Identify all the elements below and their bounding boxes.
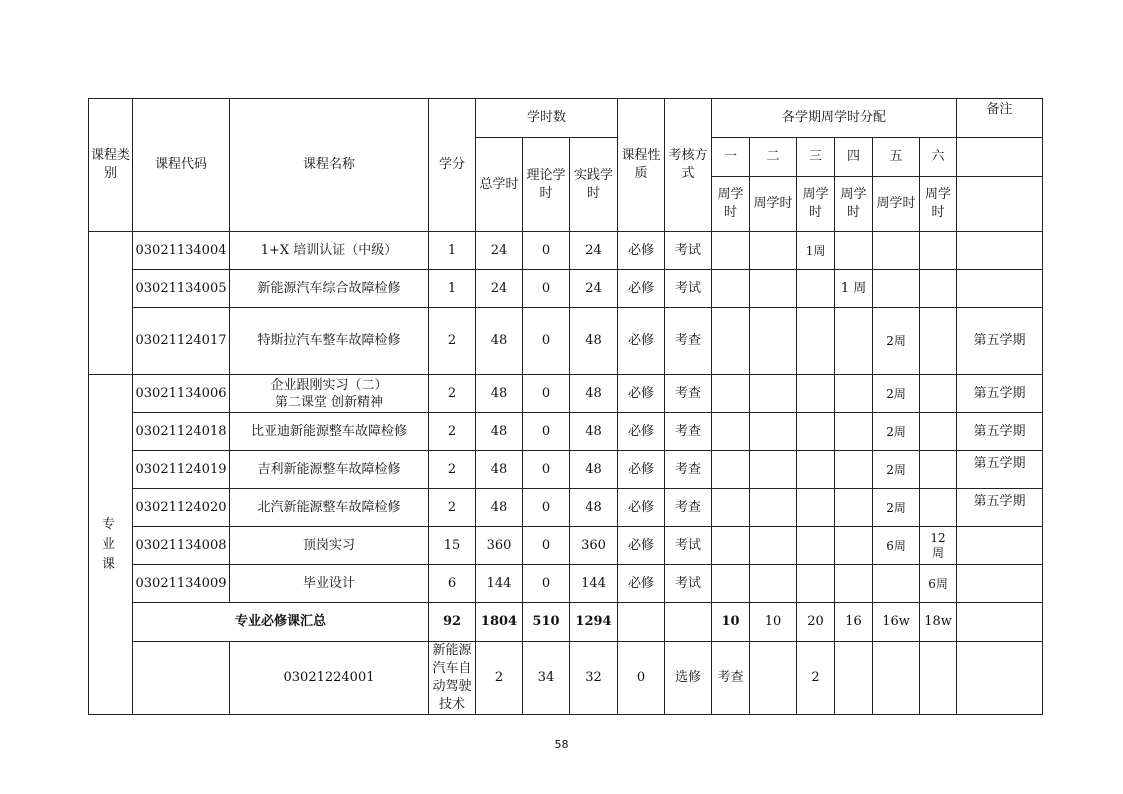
category-label: 专业课 [101, 516, 119, 572]
header-credits: 学分 [429, 99, 476, 232]
semester-2-hours [750, 527, 797, 565]
semester-6-hours [957, 642, 1043, 715]
course-theory: 0 [523, 375, 570, 413]
semester-5-hours: 2周 [873, 451, 920, 489]
header-semester-group: 各学期周学时分配 [712, 99, 957, 138]
course-credits: 2 [429, 308, 476, 375]
semester-2-hours [750, 489, 797, 527]
course-code: 03021224001 [230, 642, 429, 715]
semester-4-hours [835, 232, 873, 270]
summary-semester-1: 10 [712, 603, 750, 642]
course-name [230, 375, 429, 413]
course-practice: 48 [570, 413, 618, 451]
course-credits: 2 [429, 489, 476, 527]
summary-theory: 510 [523, 603, 570, 642]
course-credits: 2 [476, 642, 523, 715]
table-row [89, 375, 1043, 413]
course-assessment: 考查 [665, 375, 712, 413]
summary-assessment-blank [665, 603, 712, 642]
header-code: 课程代码 [133, 99, 230, 232]
semester-4-hours [835, 308, 873, 375]
semester-3-hours [797, 375, 835, 413]
semester-4-hours [835, 527, 873, 565]
semester-6-hours [920, 489, 957, 527]
table-row [89, 489, 1043, 527]
course-nature: 必修 [618, 375, 665, 413]
semester-5-hours [873, 270, 920, 308]
header-name: 课程名称 [230, 99, 429, 232]
semester-5-hours: 6周 [873, 527, 920, 565]
semester-1-hours [712, 489, 750, 527]
semester-1-hours [712, 375, 750, 413]
semester-5-hours: 2周 [873, 308, 920, 375]
course-total: 48 [476, 375, 523, 413]
elective-row [89, 642, 1043, 715]
course-name: 比亚迪新能源整车故障检修 [230, 413, 429, 451]
summary-semester-5: 16w [873, 603, 920, 642]
course-theory: 0 [523, 413, 570, 451]
semester-3-hours [797, 413, 835, 451]
semester-1-hours [712, 308, 750, 375]
course-total: 24 [476, 232, 523, 270]
course-assessment: 考查 [712, 642, 750, 715]
header-weekly-2: 周学时 [750, 177, 797, 232]
semester-3-hours [797, 565, 835, 603]
table-row [89, 565, 1043, 603]
semester-5-hours [873, 232, 920, 270]
course-practice: 48 [570, 489, 618, 527]
semester-6-hours [920, 232, 957, 270]
semester-2-hours [750, 232, 797, 270]
semester-5-hours: 2周 [873, 375, 920, 413]
summary-total: 1804 [476, 603, 523, 642]
course-total: 360 [476, 527, 523, 565]
course-credits: 2 [429, 375, 476, 413]
semester-6-hours [920, 308, 957, 375]
course-assessment: 考查 [665, 451, 712, 489]
course-total: 48 [476, 413, 523, 451]
semester-2-hours [750, 413, 797, 451]
course-nature: 必修 [618, 489, 665, 527]
semester-1-hours [712, 565, 750, 603]
semester-2-hours [750, 451, 797, 489]
semester-2-hours: 2 [797, 642, 835, 715]
course-total: 24 [476, 270, 523, 308]
course-theory: 32 [570, 642, 618, 715]
summary-nature-blank [618, 603, 665, 642]
course-name: 新能源汽车自动驾驶技术 [429, 642, 476, 715]
header-semester-3: 三 [797, 138, 835, 177]
course-total: 48 [476, 489, 523, 527]
course-note: 第五学期 [957, 375, 1043, 413]
course-assessment: 考试 [665, 270, 712, 308]
course-practice: 24 [570, 270, 618, 308]
course-practice: 48 [570, 451, 618, 489]
course-code: 03021134006 [133, 375, 230, 413]
semester-3-hours [835, 642, 873, 715]
course-name: 新能源汽车综合故障检修 [230, 270, 429, 308]
semester-4-hours [835, 565, 873, 603]
header-semester-6: 六 [920, 138, 957, 177]
course-name-line-2: 第二课堂 创新精神 [274, 394, 384, 410]
semester-1-hours [750, 642, 797, 715]
course-nature: 必修 [618, 527, 665, 565]
header-total-hours: 总学时 [476, 138, 523, 232]
course-name: 特斯拉汽车整车故障检修 [230, 308, 429, 375]
header-semester-1: 一 [712, 138, 750, 177]
course-theory: 0 [523, 565, 570, 603]
semester-3-hours [797, 451, 835, 489]
summary-semester-2: 10 [750, 603, 797, 642]
course-nature: 选修 [665, 642, 712, 715]
header-category: 课程类别 [89, 99, 133, 232]
course-theory: 0 [523, 451, 570, 489]
semester-6-hours [920, 413, 957, 451]
semester-1-hours [712, 451, 750, 489]
course-note [957, 232, 1043, 270]
header-weekly-1: 周学时 [712, 177, 750, 232]
elective-category-blank [133, 642, 230, 715]
semester-3-hours [797, 308, 835, 375]
semester-2-hours [750, 375, 797, 413]
semester-1-hours [712, 413, 750, 451]
summary-semester-3: 20 [797, 603, 835, 642]
header-semester-4: 四 [835, 138, 873, 177]
semester-4-hours [835, 413, 873, 451]
semester-6-hours [920, 375, 957, 413]
course-name: 吉利新能源整车故障检修 [230, 451, 429, 489]
header-remarks: 备注 [957, 99, 1043, 138]
course-credits: 1 [429, 232, 476, 270]
semester-5-hours: 2周 [873, 489, 920, 527]
header-nature: 课程性质 [618, 99, 665, 232]
semester-2-hours [750, 308, 797, 375]
course-total: 48 [476, 308, 523, 375]
semester-6-hours-line-2: 周 [932, 545, 945, 560]
semester-4-hours [873, 642, 920, 715]
table-row [89, 232, 1043, 270]
summary-semester-4: 16 [835, 603, 873, 642]
course-assessment: 考查 [665, 489, 712, 527]
page-number: 58 [554, 738, 569, 751]
semester-3-hours [797, 270, 835, 308]
course-note [957, 527, 1043, 565]
course-name-line-1: 企业跟刚实习（二） [270, 377, 388, 393]
category-cell-blank [89, 232, 133, 375]
semester-6-hours: 6周 [920, 565, 957, 603]
semester-6-hours [920, 527, 957, 565]
summary-semester-6: 18w [920, 603, 957, 642]
course-practice: 0 [618, 642, 665, 715]
header-hours-group: 学时数 [476, 99, 618, 138]
header-weekly-6: 周学时 [920, 177, 957, 232]
course-practice: 48 [570, 308, 618, 375]
course-theory: 0 [523, 489, 570, 527]
header-remarks-blank [957, 138, 1043, 177]
course-total: 144 [476, 565, 523, 603]
course-practice: 48 [570, 375, 618, 413]
header-remarks-blank-2 [957, 177, 1043, 232]
header-semester-2: 二 [750, 138, 797, 177]
header-assessment: 考核方式 [665, 99, 712, 232]
course-code: 03021134009 [133, 565, 230, 603]
course-schedule-table [88, 98, 1043, 715]
course-nature: 必修 [618, 413, 665, 451]
course-note: 第五学期 [957, 413, 1043, 451]
course-code: 03021134005 [133, 270, 230, 308]
semester-3-hours [797, 489, 835, 527]
course-note [957, 565, 1043, 603]
course-nature: 必修 [618, 565, 665, 603]
course-note: 第五学期 [957, 451, 1043, 489]
course-total: 34 [523, 642, 570, 715]
course-credits: 1 [429, 270, 476, 308]
summary-practice: 1294 [570, 603, 618, 642]
header-theory-hours: 理论学时 [523, 138, 570, 232]
course-practice: 360 [570, 527, 618, 565]
course-nature: 必修 [618, 232, 665, 270]
semester-5-hours: 2周 [873, 413, 920, 451]
course-code: 03021134008 [133, 527, 230, 565]
course-practice: 24 [570, 232, 618, 270]
table-row [89, 308, 1043, 375]
course-code: 03021124019 [133, 451, 230, 489]
header-row-1 [89, 99, 1043, 138]
course-total: 48 [476, 451, 523, 489]
semester-4-hours [835, 375, 873, 413]
table-row [89, 451, 1043, 489]
course-note: 第五学期 [957, 489, 1043, 527]
course-note [957, 270, 1043, 308]
course-assessment: 考试 [665, 565, 712, 603]
semester-6-hours [920, 451, 957, 489]
course-assessment: 考试 [665, 232, 712, 270]
summary-row [89, 603, 1043, 642]
category-cell [89, 375, 133, 715]
semester-1-hours [712, 527, 750, 565]
course-theory: 0 [523, 232, 570, 270]
semester-6-hours [920, 270, 957, 308]
semester-1-hours [712, 270, 750, 308]
semester-6-hours-line-1: 12 [930, 530, 946, 545]
summary-note-blank [957, 603, 1043, 642]
course-assessment: 考查 [665, 308, 712, 375]
semester-2-hours [750, 565, 797, 603]
table-row [89, 413, 1043, 451]
semester-4-hours [835, 489, 873, 527]
semester-4-hours: 1 周 [835, 270, 873, 308]
course-nature: 必修 [618, 308, 665, 375]
semester-5-hours [920, 642, 957, 715]
header-weekly-3: 周学时 [797, 177, 835, 232]
course-code: 03021134004 [133, 232, 230, 270]
course-credits: 6 [429, 565, 476, 603]
course-note: 第五学期 [957, 308, 1043, 375]
course-nature: 必修 [618, 270, 665, 308]
course-name: 顶岗实习 [230, 527, 429, 565]
course-name: 毕业设计 [230, 565, 429, 603]
course-credits: 2 [429, 413, 476, 451]
course-theory: 0 [523, 527, 570, 565]
course-credits: 2 [429, 451, 476, 489]
course-credits: 15 [429, 527, 476, 565]
summary-credits: 92 [429, 603, 476, 642]
semester-5-hours [873, 565, 920, 603]
semester-3-hours: 1周 [797, 232, 835, 270]
header-weekly-5: 周学时 [873, 177, 920, 232]
course-code: 03021124020 [133, 489, 230, 527]
course-name: 1+X 培训认证（中级） [230, 232, 429, 270]
course-code: 03021124017 [133, 308, 230, 375]
course-code: 03021124018 [133, 413, 230, 451]
table-row [89, 527, 1043, 565]
semester-4-hours [835, 451, 873, 489]
course-name: 北汽新能源整车故障检修 [230, 489, 429, 527]
course-assessment: 考查 [665, 413, 712, 451]
table-row [89, 270, 1043, 308]
course-theory: 0 [523, 308, 570, 375]
header-weekly-4: 周学时 [835, 177, 873, 232]
header-semester-5: 五 [873, 138, 920, 177]
course-assessment: 考试 [665, 527, 712, 565]
header-practice-hours: 实践学时 [570, 138, 618, 232]
course-nature: 必修 [618, 451, 665, 489]
course-practice: 144 [570, 565, 618, 603]
course-theory: 0 [523, 270, 570, 308]
semester-2-hours [750, 270, 797, 308]
semester-1-hours [712, 232, 750, 270]
semester-3-hours [797, 527, 835, 565]
summary-label: 专业必修课汇总 [133, 603, 429, 642]
